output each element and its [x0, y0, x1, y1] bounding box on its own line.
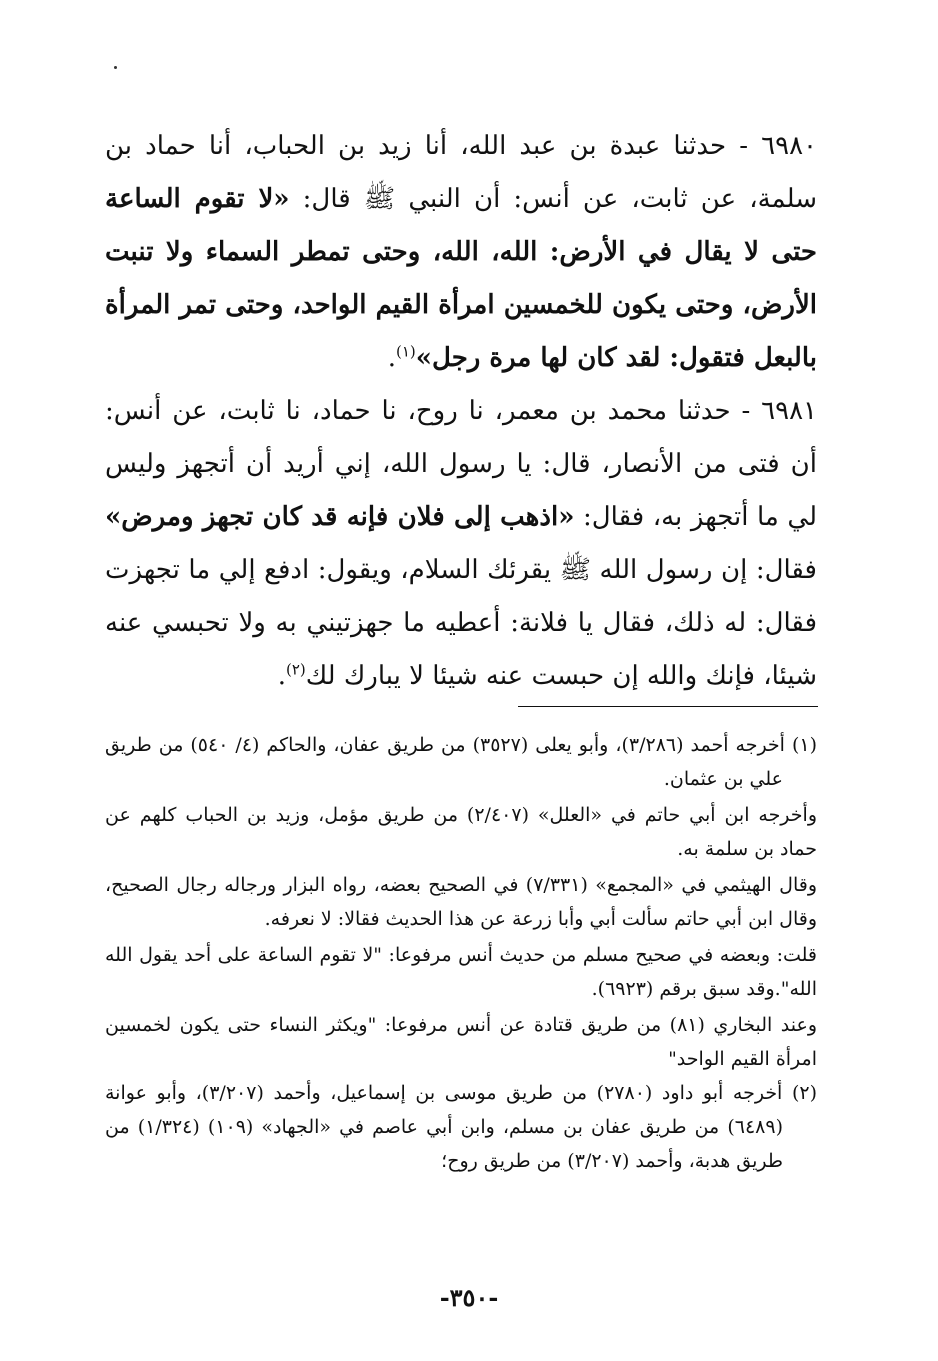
hadith-6981-matn: «اذهب إلى فلان فإنه قد كان تجهز ومرض»: [105, 502, 575, 532]
hadith-6981-intro: ٦٩٨١ - حدثنا محمد بن معمر، نا روح، نا حماد، نا ثابت، عن أنس: أن فتى من الأنصار، قال: يا رسول الله، إني أريد أن أتجهز وليس لي ما أتجهز به، فقال:: [105, 396, 817, 532]
scan-speck: [114, 66, 117, 69]
page-number: -٣٥٠-: [439, 1283, 499, 1312]
footnote-separator: [518, 706, 818, 707]
footnote-ref-2[interactable]: (٢): [285, 660, 306, 679]
footnote-1: (١) أخرجه أحمد (٣/٢٨٦)، وأبو يعلى (٣٥٢٧) من طريق عفان، والحاكم (٤/ ٥٤٠) من طريق علي بن عثمان.: [105, 734, 817, 790]
footnote-ref-1[interactable]: (١): [395, 342, 416, 361]
hadith-6981-end: .: [277, 661, 286, 691]
hadith-6980: [105, 120, 817, 385]
main-text: [105, 120, 817, 703]
footnote-1-para-2: وأخرجه ابن أبي حاتم في «العلل» (٢/٤٠٧) من طريق مؤمل، وزيد بن الحباب كلهم عن حماد بن سلمة به.: [105, 804, 817, 860]
footnotes: [105, 728, 817, 1178]
hadith-6980-intro: ٦٩٨٠ - حدثنا عبدة بن عبد الله، أنا زيد بن الحباب، أنا حماد بن سلمة، عن ثابت، عن أنس: أن النبي ﷺ قال:: [105, 131, 817, 214]
footnote-2: (٢) أخرجه أبو داود (٢٧٨٠) من طريق موسى بن إسماعيل، وأحمد (٣/٢٠٧)، وأبو عوانة (٦٤٨٩) من طريق عفان بن مسلم، وابن أبي عاصم في «الجهاد» (١٠٩) (١/٣٢٤) من طريق هدبة، وأحمد (٣/٢٠٧) من طريق روح؛: [105, 1082, 817, 1172]
hadith-6981-rest: فقال: إن رسول الله ﷺ يقرئك السلام، ويقول: ادفع إلي ما تجهزت فقال: له ذلك، فقال يا فلانة: أعطيه ما جهزتيني به ولا تحبسي عنه شيئا، فإنك والله إن حبست عنه شيئا لا يبارك لك: [105, 555, 817, 691]
footnote-1-para-3: وقال الهيثمي في «المجمع» (٧/٣٣١) في الصحيح بعضه، رواه البزار ورجاله رجال الصحيح، وقال ابن أبي حاتم سألت أبي وأبا زرعة عن هذا الحديث فقالا: لا نعرفه.: [105, 874, 818, 930]
hadith-6980-end: .: [387, 343, 396, 373]
hadith-6981: [105, 385, 817, 703]
footnote-1-para-5: وعند البخاري (٨١) من طريق قتادة عن أنس مرفوعا: "ويكثر النساء حتى يكون لخمسين امرأة القيم الواحد": [105, 1014, 817, 1070]
hadith-6980-matn: «لا تقوم الساعة حتى لا يقال في الأرض: الله، الله، وحتى تمطر السماء ولا تنبت الأرض، وحتى يكون للخمسين امرأة القيم الواحد، وحتى تمر المرأة بالبعل فتقول: لقد كان لها مرة رجل»: [105, 184, 817, 373]
footnote-1-para-4: قلت: وبعضه في صحيح مسلم من حديث أنس مرفوعا: "لا تقوم الساعة على أحد يقول الله الله".وقد سبق برقم (٦٩٢٣).: [105, 944, 818, 1000]
